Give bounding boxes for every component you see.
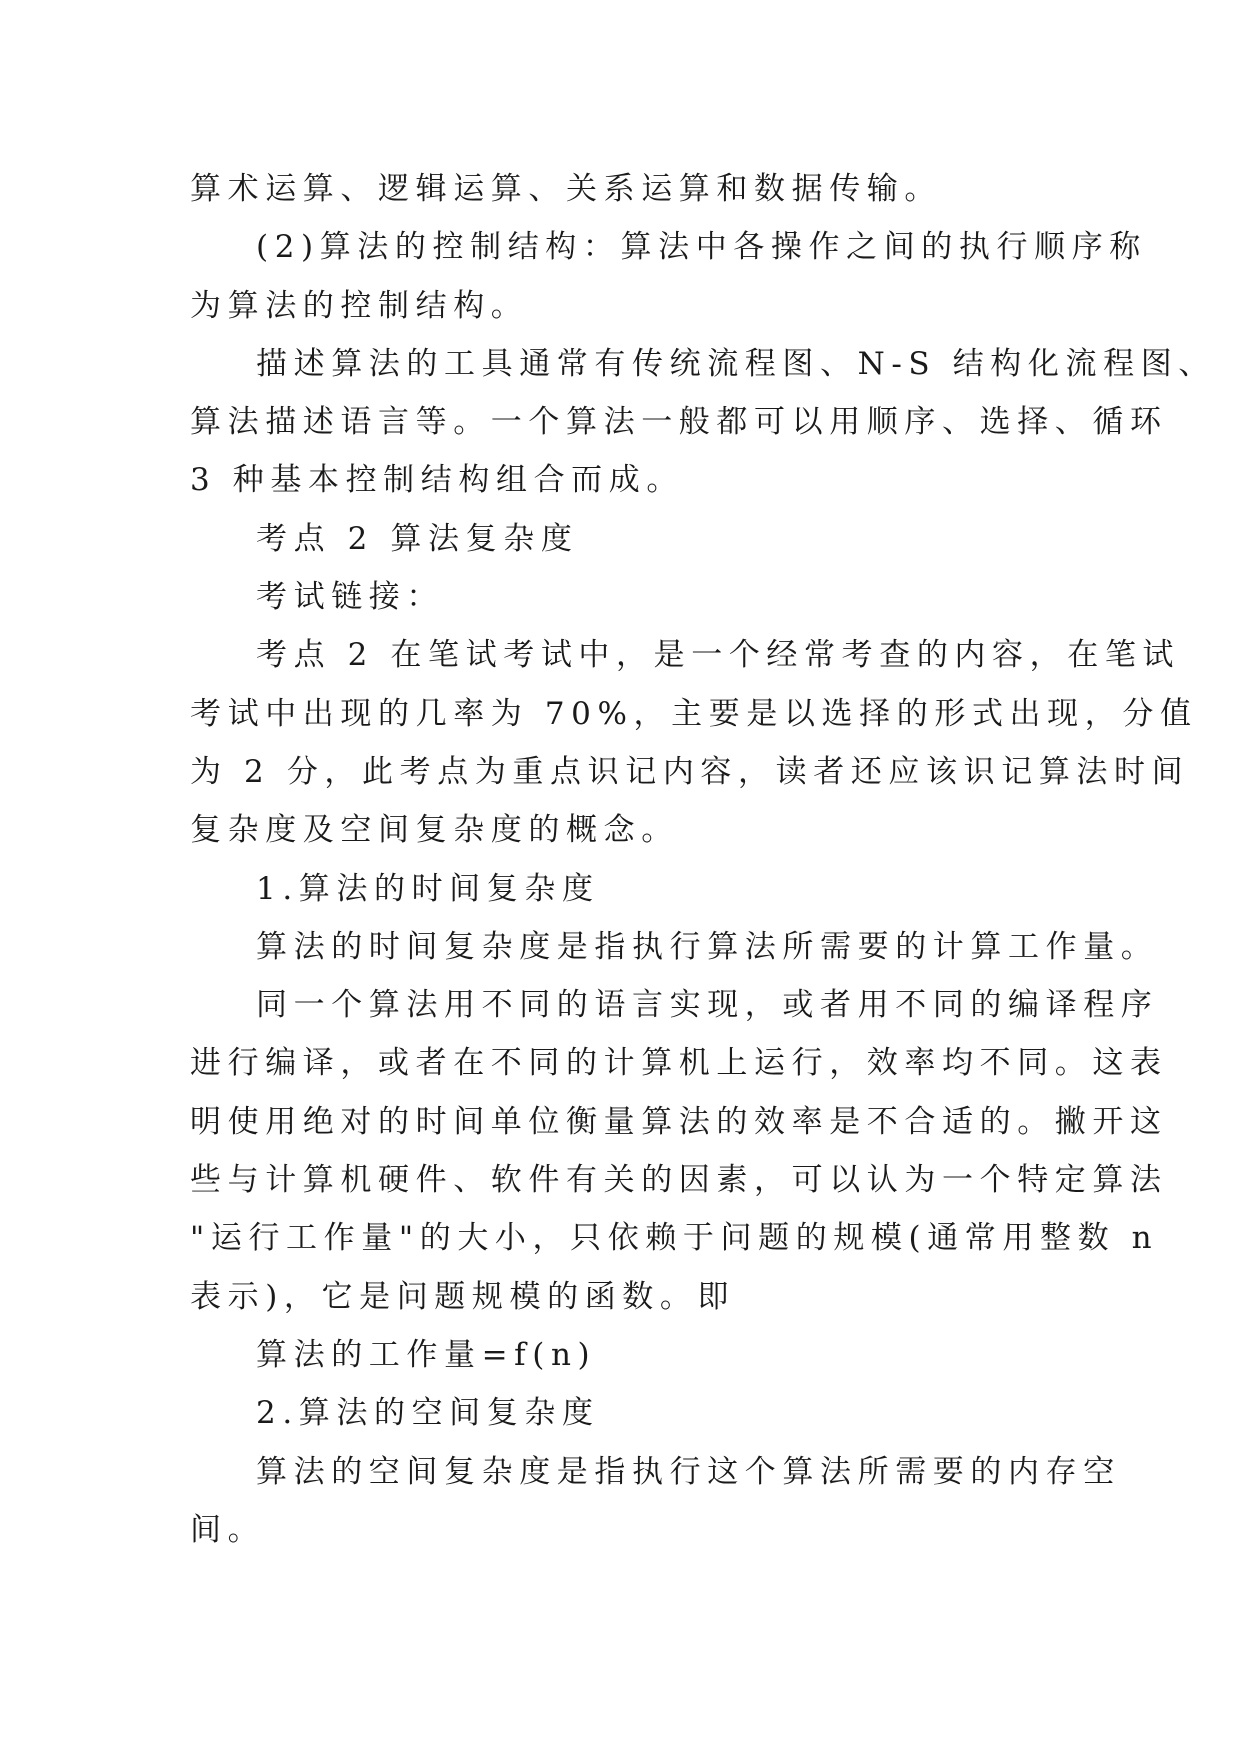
text-line: 算术运算、逻辑运算、关系运算和数据传输。	[190, 171, 942, 207]
text-line: 同一个算法用不同的语言实现，或者用不同的编译程序	[256, 987, 1159, 1024]
text-line: 描述算法的工具通常有传统流程图、N-S 结构化流程图、	[256, 345, 1216, 382]
text-line: 为 2 分，此考点为重点识记内容，读者还应该识记算法时间	[190, 753, 1190, 790]
text-line: 表示)，它是问题规模的函数。即	[190, 1278, 736, 1315]
text-line: 间。	[190, 1511, 266, 1548]
text-line: 些与计算机硬件、软件有关的因素，可以认为一个特定算法	[190, 1162, 1168, 1199]
subsection-heading: 1.算法的时间复杂度	[256, 870, 600, 907]
document-body	[190, 160, 1216, 1559]
text-line: 为算法的控制结构。	[190, 287, 529, 324]
text-line: 复杂度及空间复杂度的概念。	[190, 812, 679, 849]
text-line: 明使用绝对的时间单位衡量算法的效率是不合适的。撇开这	[190, 1103, 1168, 1140]
subsection-heading: 2.算法的空间复杂度	[256, 1395, 600, 1432]
text-line: 进行编译，或者在不同的计算机上运行，效率均不同。这表	[190, 1045, 1168, 1082]
formula-line: 算法的工作量=f(n)	[256, 1336, 597, 1373]
text-line: 考点 2 在笔试考试中，是一个经常考查的内容，在笔试	[256, 637, 1181, 674]
text-line: 算法描述语言等。一个算法一般都可以用顺序、选择、循环	[190, 404, 1168, 441]
text-line: (2)算法的控制结构：算法中各操作之间的执行顺序称	[256, 229, 1147, 266]
text-line: 考试链接：	[256, 579, 444, 616]
text-line: "运行工作量"的大小，只依赖于问题的规模(通常用整数 n	[190, 1220, 1159, 1257]
text-line: 算法的空间复杂度是指执行这个算法所需要的内存空	[256, 1453, 1121, 1490]
text-line: 3 种基本控制结构组合而成。	[190, 462, 684, 499]
text-line: 考试中出现的几率为 70%，主要是以选择的形式出现，分值	[190, 695, 1198, 732]
section-heading: 考点 2 算法复杂度	[256, 520, 579, 557]
text-line: 算法的时间复杂度是指执行算法所需要的计算工作量。	[256, 928, 1159, 965]
